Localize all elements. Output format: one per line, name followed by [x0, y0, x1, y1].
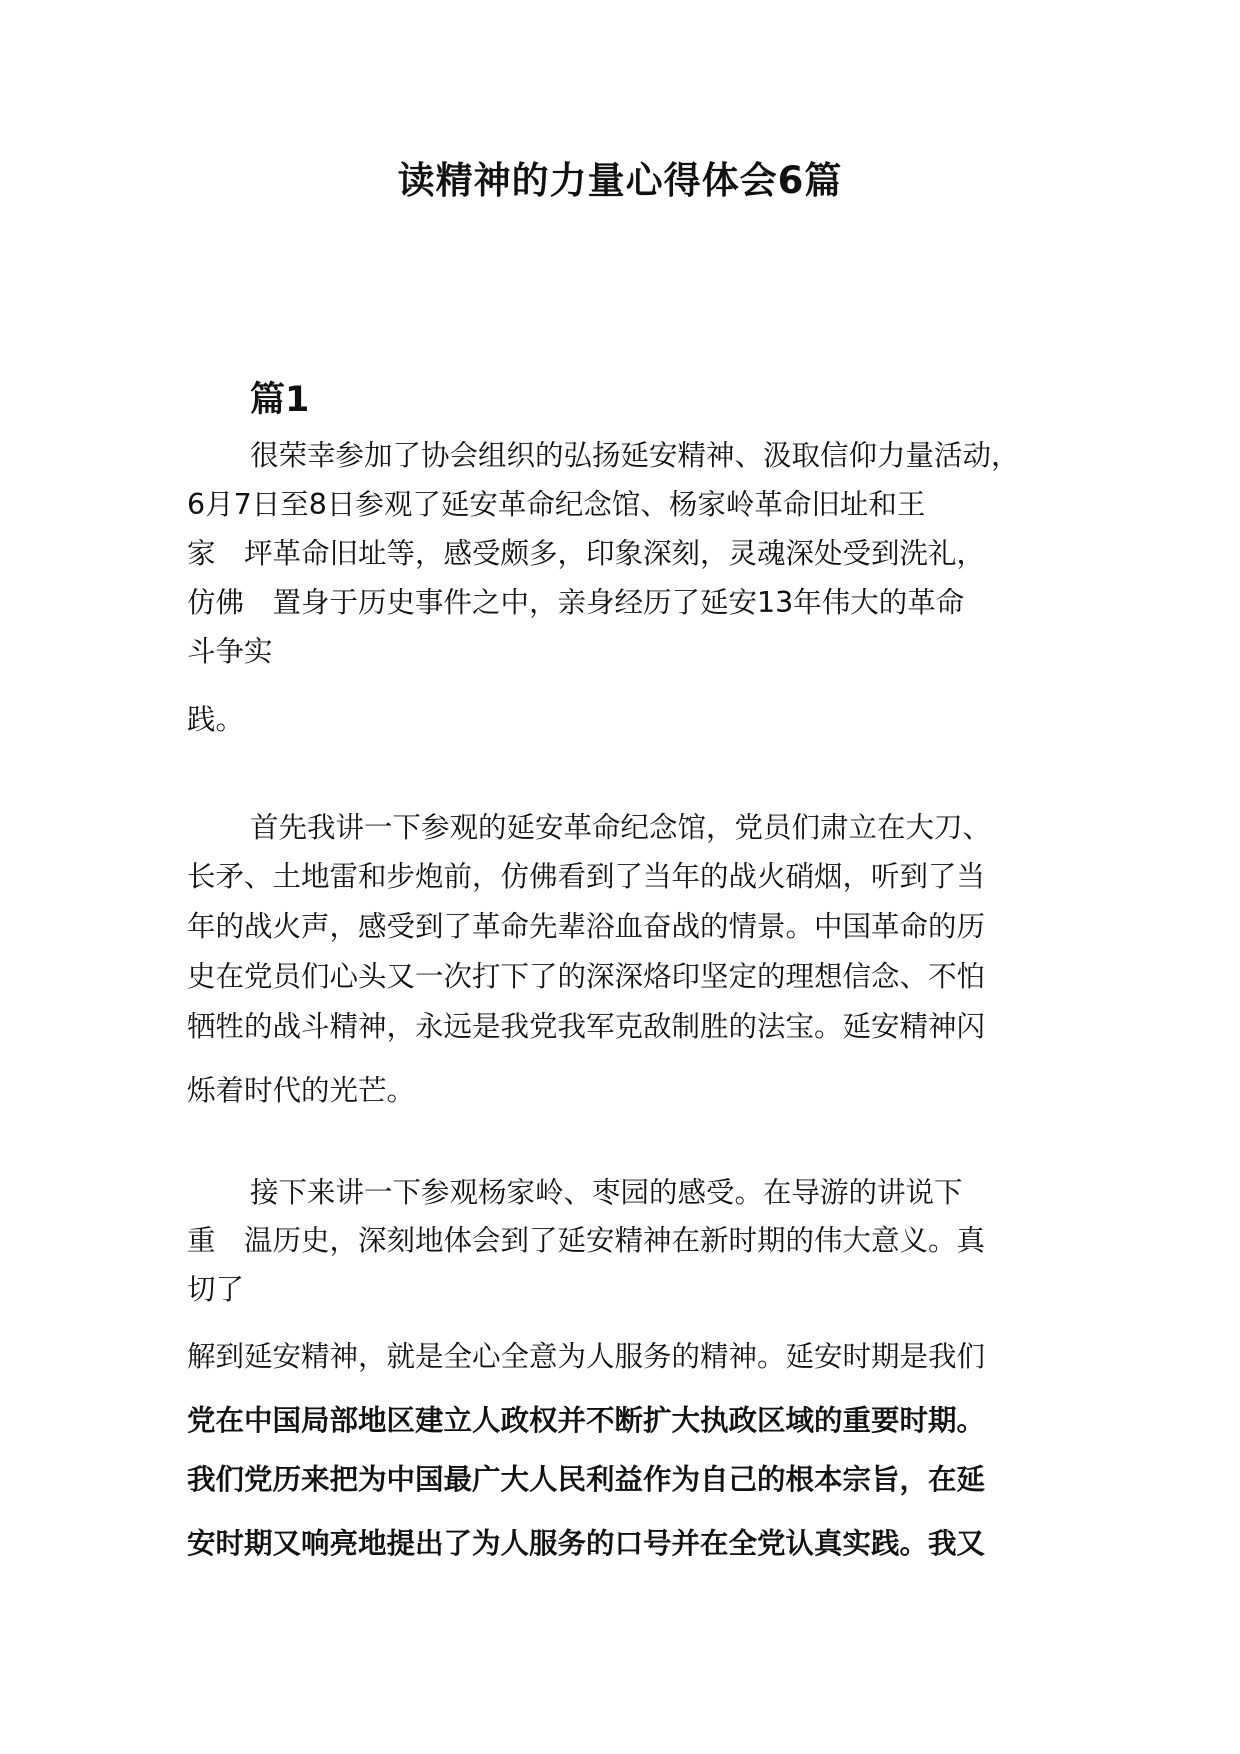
paragraph-line: 切了 [187, 1273, 245, 1306]
paragraph-line: 斗争实 [187, 635, 273, 668]
paragraph-line: 史在党员们心头又一次打下了的深深烙印坚定的理想信念、不怕 [187, 960, 986, 993]
paragraph-line: 首先我讲一下参观的延安革命纪念馆，党员们肃立在大刀、 [250, 811, 992, 844]
paragraph-line: 长矛、土地雷和步炮前，仿佛看到了当年的战火硝烟，听到了当 [187, 860, 986, 893]
paragraph-line: 年的战火声，感受到了革命先辈浴血奋战的情景。中国革命的历 [187, 910, 986, 943]
paragraph-line-bold: 党在中国局部地区建立人政权并不断扩大执政区域的重要时期。 [187, 1404, 986, 1437]
paragraph-line: 仿佛 置身于历史事件之中，亲身经历了延安13年伟大的革命 [187, 586, 965, 619]
paragraph-line: 践。 [187, 703, 245, 736]
paragraph-line: 6月7日至8日参观了延安革命纪念馆、杨家岭革命旧址和王 [187, 488, 926, 521]
paragraph-line: 很荣幸参加了协会组织的弘扬延安精神、汲取信仰力量活动， [250, 439, 1020, 472]
paragraph-line-bold: 安时期又响亮地提出了为人服务的口号并在全党认真实践。我又 [187, 1527, 986, 1560]
paragraph-line: 家 坪革命旧址等，感受颇多，印象深刻，灵魂深处受到洗礼， [187, 537, 986, 570]
paragraph-line: 解到延安精神，就是全心全意为人服务的精神。延安时期是我们 [187, 1340, 986, 1373]
document-title: 读精神的力量心得体会6篇 [397, 159, 843, 202]
paragraph-line: 接下来讲一下参观杨家岭、枣园的感受。在导游的讲说下 [250, 1176, 963, 1209]
section-heading: 篇1 [250, 380, 310, 420]
paragraph-line: 烁着时代的光芒。 [187, 1074, 416, 1107]
paragraph-line: 重 温历史，深刻地体会到了延安精神在新时期的伟大意义。真 [187, 1224, 986, 1257]
paragraph-line-bold: 我们党历来把为中国最广大人民利益作为自己的根本宗旨，在延 [187, 1463, 986, 1496]
paragraph-line: 牺牲的战斗精神，永远是我党我军克敌制胜的法宝。延安精神闪 [187, 1010, 986, 1043]
